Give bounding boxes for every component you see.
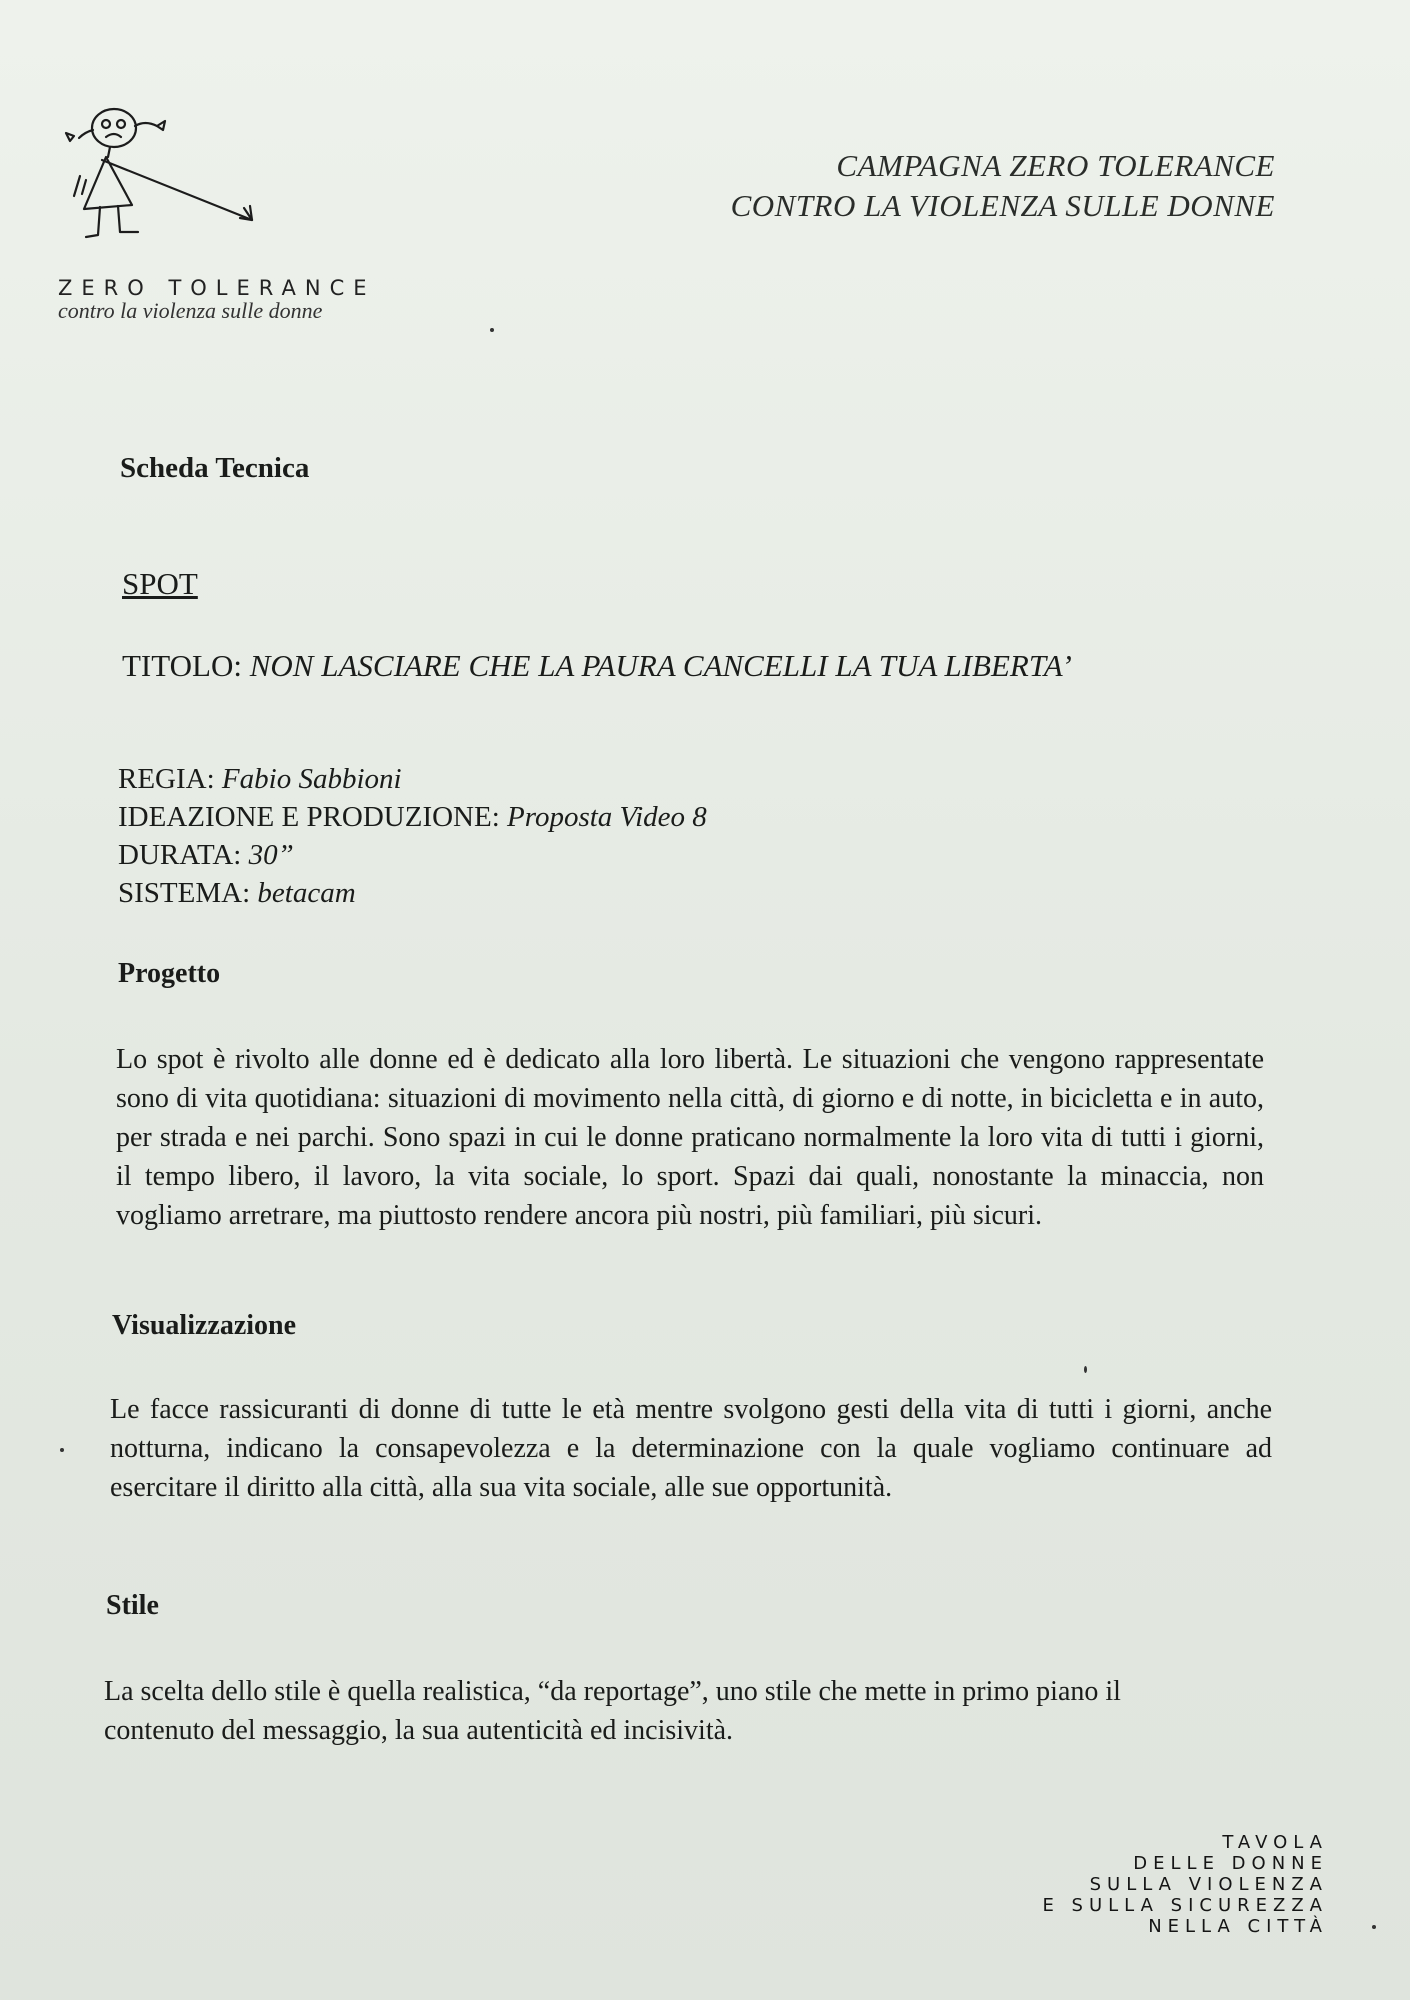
campaign-line-2: CONTRO LA VIOLENZA SULLE DONNE bbox=[730, 188, 1275, 223]
scan-speck bbox=[60, 1448, 64, 1452]
section-title-progetto: Progetto bbox=[118, 958, 221, 989]
spot-heading: SPOT bbox=[122, 566, 198, 601]
stick-figure-drawing-icon bbox=[60, 100, 280, 270]
footer-line: E SULLA SICUREZZA bbox=[1042, 1895, 1328, 1916]
footer-line: SULLA VIOLENZA bbox=[1089, 1874, 1328, 1895]
campaign-header bbox=[731, 146, 1275, 226]
section-title-stile: Stile bbox=[106, 1590, 159, 1621]
credit-durata bbox=[118, 836, 707, 874]
titolo-label: TITOLO: bbox=[122, 648, 242, 683]
logo-brand-text: ZERO TOLERANCE bbox=[58, 276, 376, 300]
section-text-progetto: Lo spot è rivolto alle donne ed è dedicato alla loro libertà. Le situazioni che vengono rappresentate sono di vita quotidiana: situazioni di movimento nella città, di giorno e di notte, in bicicletta e in auto, per strada e nei parchi. Sono spazi in cui le donne praticano normalmente la loro vita di tutti i giorni, il tempo libero, il lavoro, la vita sociale, lo sport. Spazi dai quali, nonostante la minaccia, non vogliamo arretrare, ma piuttosto rendere ancora più nostri, più familiari, più sicuri. bbox=[116, 1044, 1264, 1231]
scan-speck bbox=[1372, 1925, 1376, 1929]
scan-speck bbox=[490, 328, 494, 332]
credit-value: Proposta Video 8 bbox=[507, 801, 707, 833]
credit-value: Fabio Sabbioni bbox=[221, 763, 402, 795]
credit-value: betacam bbox=[257, 877, 356, 909]
footer-line: TAVOLA bbox=[1222, 1832, 1328, 1853]
logo-tagline: contro la violenza sulle donne bbox=[58, 298, 323, 323]
credit-regia bbox=[118, 760, 707, 798]
tavola-footer bbox=[1042, 1832, 1328, 1937]
credit-label: REGIA: bbox=[118, 763, 215, 795]
credit-label: SISTEMA: bbox=[118, 877, 251, 909]
campaign-line-1: CAMPAGNA ZERO TOLERANCE bbox=[836, 148, 1275, 183]
footer-line: DELLE DONNE bbox=[1133, 1853, 1328, 1874]
scan-speck bbox=[1084, 1366, 1087, 1373]
section-text-visualizzazione: Le facce rassicuranti di donne di tutte le età mentre svolgono gesti della vita di tutti i giorni, anche notturna, indicano la consapevolezza e la determinazione con la quale vogliamo continuare ad esercitare il diritto alla città, alla sua vita sociale, alle sue opportunità. bbox=[110, 1394, 1272, 1503]
titolo-value: NON LASCIARE CHE LA PAURA CANCELLI LA TUA LIBERTA’ bbox=[249, 648, 1072, 683]
titolo-line bbox=[122, 648, 1072, 684]
section-text-stile: La scelta dello stile è quella realistica, “da reportage”, uno stile che mette in primo piano il contenuto del messaggio, la sua autenticità ed incisività. bbox=[104, 1676, 1121, 1746]
credits-block bbox=[118, 760, 707, 912]
section-title-visualizzazione: Visualizzazione bbox=[112, 1310, 297, 1341]
credit-label: IDEAZIONE E PRODUZIONE: bbox=[118, 801, 500, 833]
zero-tolerance-logo bbox=[58, 100, 388, 324]
credit-ideazione bbox=[118, 798, 707, 836]
credit-label: DURATA: bbox=[118, 839, 242, 871]
credit-sistema bbox=[118, 874, 707, 912]
footer-line: NELLA CITTÀ bbox=[1148, 1916, 1328, 1937]
page-heading: Scheda Tecnica bbox=[120, 452, 310, 484]
credit-value: 30” bbox=[248, 839, 294, 871]
